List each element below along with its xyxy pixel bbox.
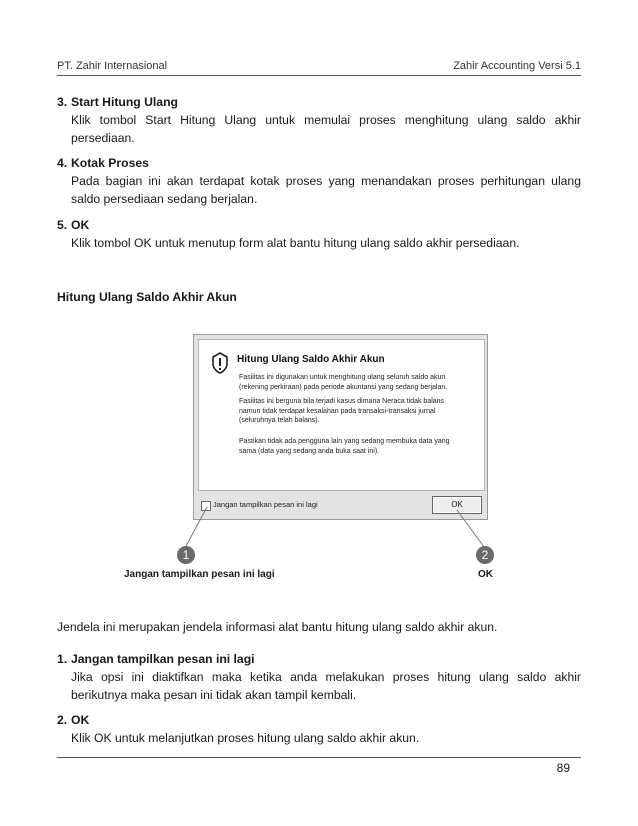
section-title: Hitung Ulang Saldo Akhir Akun (57, 290, 237, 304)
item-text: Klik tombol OK untuk menutup form alat bantu hitung ulang saldo akhir persediaan. (71, 236, 520, 250)
header-right: Zahir Accounting Versi 5.1 (453, 60, 581, 72)
page-number: 89 (556, 761, 570, 775)
callout-badge-2: 2 (476, 546, 494, 564)
item-title: Start Hitung Ulang (71, 95, 178, 109)
item-number: 3. (57, 95, 68, 109)
item-number: 1. (57, 652, 68, 666)
item-number: 5. (57, 218, 68, 232)
item-title: OK (71, 713, 90, 727)
item-number: 4. (57, 156, 68, 170)
item-text: Pada bagian ini akan terdapat kotak proses yang menandakan proses perhitungan ulang saldo persediaan sedang berjalan. (71, 174, 581, 206)
footer-divider (57, 757, 581, 758)
item-text: Klik tombol Start Hitung Ulang untuk memulai proses menghitung ulang saldo akhir persediaan. (71, 113, 581, 145)
dialog-paragraph: Fasilitas ini berguna bila terjadi kasus dimana Neraca tidak balans namun tidak terdapat kesalahan pada transaksi-transaksi jurnal (seluruhnya telah balans). (239, 398, 445, 424)
item-title: Kotak Proses (71, 156, 149, 170)
list-item (57, 650, 581, 704)
dont-show-again-label[interactable]: Jangan tampilkan pesan ini lagi (213, 500, 318, 509)
item-number: 2. (57, 713, 68, 727)
dialog-paragraph: Fasilitas ini digunakan untuk menghitung ulang seluruh saldo akun (rekening perkiraan) pada periode akuntansi yang sedang berjalan. (239, 374, 448, 391)
item-text: Jika opsi ini diaktifkan maka ketika anda melakukan proses hitung ulang saldo akhir berikutnya maka pesan ini tidak akan tampil kembali. (71, 670, 581, 702)
callout-caption-1: Jangan tampilkan pesan ini lagi (124, 569, 275, 580)
ok-button[interactable]: OK (432, 496, 482, 514)
list-item (57, 711, 581, 747)
dialog-paragraph: Pastikan tidak ada pengguna lain yang sedang membuka data yang sama (data yang sedang anda buka saat ini). (239, 438, 450, 455)
dialog-title: Hitung Ulang Saldo Akhir Akun (237, 354, 385, 365)
header-left: PT. Zahir Internasional (57, 60, 168, 72)
item-title: OK (71, 218, 90, 232)
callout-caption-2: OK (478, 569, 493, 580)
item-title: Jangan tampilkan pesan ini lagi (71, 652, 255, 666)
intro-paragraph: Jendela ini merupakan jendela informasi alat bantu hitung ulang saldo akhir akun. (57, 620, 498, 634)
item-text: Klik OK untuk melanjutkan proses hitung ulang saldo akhir akun. (71, 731, 420, 745)
callout-badge-1: 1 (177, 546, 195, 564)
